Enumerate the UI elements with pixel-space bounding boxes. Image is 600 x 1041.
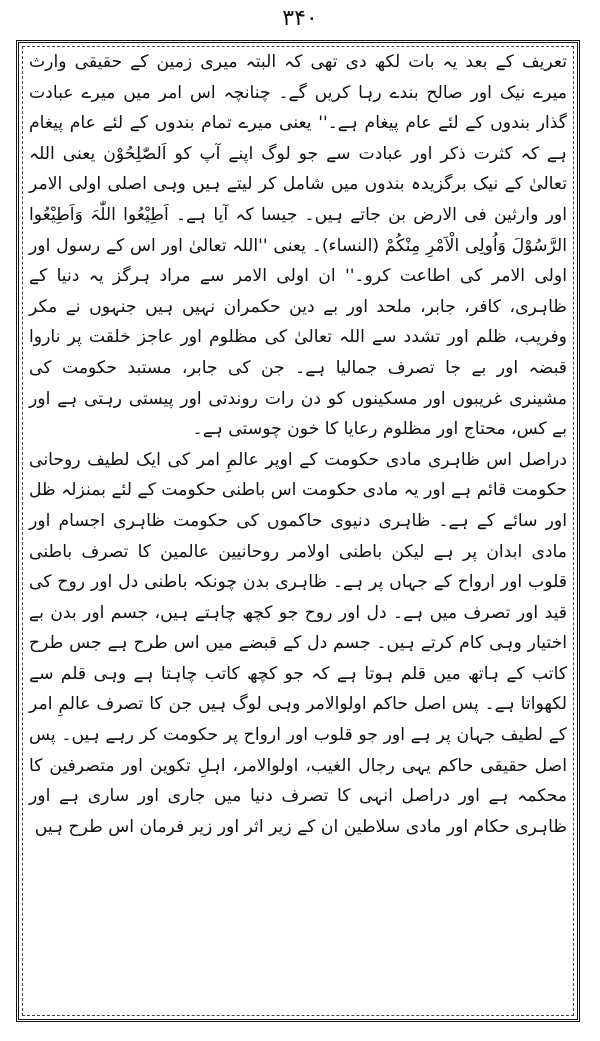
paragraph-2: دراصل اس ظاہری مادی حکومت کے اوپر عالمِ امر کی ایک لطیف روحانی حکومت قائم ہے اور یہ مادی حکومت اس باطنی حکومت کے لئے بمنزلہ ظل اور سائے کے ہے۔ ظاہری دنیوی حاکموں کی حکومت ظاہری اجسام اور مادی ابدان پر ہے لیکن باطنی اولامر روحانیین عالمین کا تصرف باطنی قلوب اور ارواح کے جہاں پر ہے۔ ظاہری بدن چونکہ باطنی دل اور روح کی قید اور تصرف میں ہے۔ دل اور روح جو کچھ چاہتے ہیں، جسم اور بدن بے اختیار وہی کام کرتے ہیں۔ جسم دل کے قبضے میں اس طرح ہے جس طرح کاتب کے ہاتھ میں قلم ہوتا ہے کہ جو کچھ کاتب چاہتا ہے وہی قلم سے لکھواتا ہے۔ پس اصل حاکم اولوالامر وہی لوگ ہیں جن کا تصرف عالمِ امر کے لطیف جہان پر ہے اور جو قلوب اور ارواح پر حکومت کر رہے ہیں۔ پس اصل حقیقی حاکم یہی رجال الغیب، اولوالامر، اہلِ تکوین اور متصرفین کا محکمہ ہے اور دراصل انہی کا تصرف دنیا میں جاری اور ساری ہے اور ظاہری حکام اور مادی سلاطین ان کے زیر اثر اور زیر فرمان اس طرح ہیں [29, 449, 567, 837]
paragraph-1: تعریف کے بعد یہ بات لکھ دی تھی کہ البتہ میری زمین کے حقیقی وارث میرے نیک اور صالح بندے رہا کریں گے۔ چنانچہ اس امر میں میرے عبادت گذار بندوں کے لئے عام پیغام ہے۔'' یعنی میرے تمام بندوں کے لئے عام پیغام ہے کہ کثرت ذکر اور عبادت سے جو لوگ اپنے آپ کو اَلصّٰلِحُوْن یعنی اللہ تعالیٰ کے نیک برگزیدہ بندوں میں شامل کر لیتے ہیں وہی اصلی اولی الامر اور وارثین فی الارض بن جاتے ہیں۔ جیسا کہ آیا ہے۔ اَطِیْعُوا اللّٰہَ وَاَطِیْعُوا الرَّسُوْلَ وَاُولِی الْاَمْرِ مِنْکُمْ (النساء)۔ یعنی ''اللہ تعالیٰ اور اس کے رسول اور اولی الامر کی اطاعت کرو۔'' ان اولی الامر سے مراد ہرگز یہ دنیا کے ظاہری، کافر، جابر، ملحد اور بے دین حکمران نہیں ہیں جنہوں نے مکر وفریب، ظلم اور تشدد سے اللہ تعالیٰ کی مظلوم اور عاجز خلقت پر ناروا قبضہ اور بے جا تصرف جمالیا ہے۔ جن کی جابر، مستبد حکومت کی مشینری غریبوں اور مسکینوں کو دن رات روندتی اور پیستی رہتی ہے اور بے کس، محتاج اور مظلوم رعایا کا خون چوستی ہے۔ [29, 52, 567, 440]
body-text [23, 47, 573, 842]
text-frame [16, 40, 580, 1022]
page-number: ۳۴۰ [282, 6, 318, 31]
